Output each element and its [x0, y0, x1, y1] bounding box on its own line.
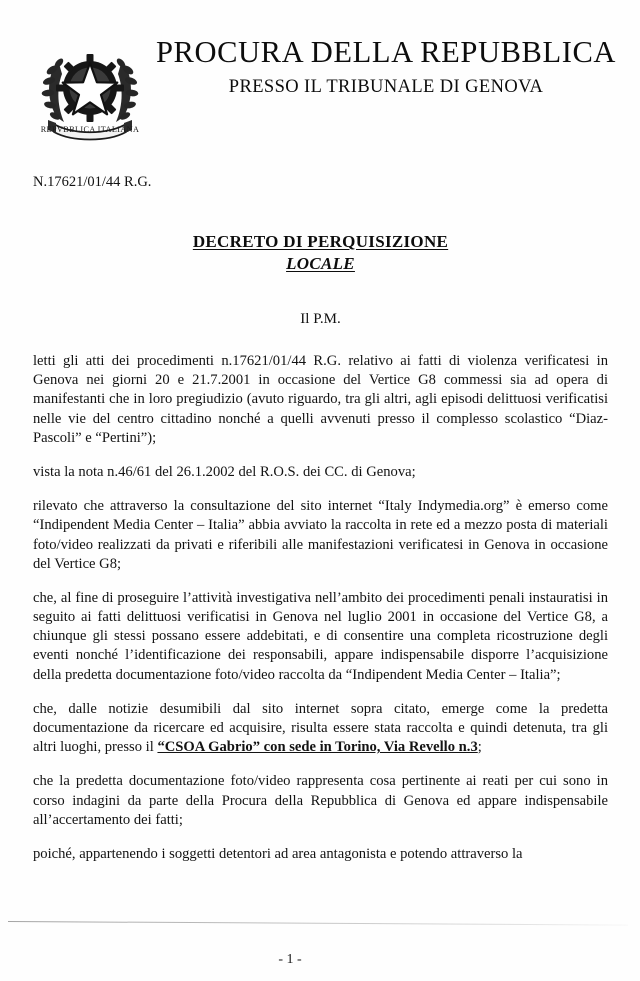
italian-republic-emblem-icon	[38, 36, 142, 148]
paragraph-che-dalle-notizie	[33, 700, 608, 758]
scan-artifact-line	[8, 921, 628, 926]
registry-number: N.17621/01/44 R.G.	[33, 174, 152, 190]
paragraph-text-before-emphasis: che, dalle notizie desumibili dal sito internet sopra citato, emerge come la predetta documentazione da ricercare ed acquisire, risulta essere stata raccolta e quindi detenuta, tra gli altri luoghi, presso il	[33, 700, 608, 756]
office-name: PROCURA DELLA REPUBBLICA	[155, 35, 617, 69]
paragraph-rilevato-che: rilevato che attraverso la consultazione del sito internet “Italy Indymedia.org” è emerso come “Indipendent Media Center – Italia” abbia avviato la raccolta in rete ed a mezzo posta di materiali foto/video realizzati da privati e riferibili alle manifestazioni verificatesi in Genova in occasione del Vertice G8;	[33, 498, 608, 572]
paragraph-che-al-fine: che, al fine di proseguire l’attività investigativa nell’ambito dei procedimenti penali instauratisi in seguito ai fatti delittuosi verificatisi in Genova nel luglio 2001 in occasione del Vertice G8, a chiunque gli stessi possano essere addebitati, e di consentire una completa ricostruzione degli eventi nonché l’identificazione dei responsabili, appare indispensabile disporre l’acquisizione della predetta documentazione foto/video raccolta da “Indipendent Media Center – Italia”;	[33, 589, 608, 683]
paragraph-letti-gli-atti: letti gli atti dei procedimenti n.17621/01/44 R.G. relativo ai fatti di violenza verificatesi in Genova nei giorni 20 e 21.7.2001 in occasione del Vertice G8 commessi sia ad opera di manifestanti che in loro pregiudizio (avuto riguardo, tra gli altri, agli episodi delittuosi verificatisi nelle vie del centro cittadino nonché a quelli avvenuti presso il complesso scolastico “Diaz-Pascoli” e “Pertini”);	[33, 353, 608, 446]
paragraph-che-la-predetta: che la predetta documentazione foto/video rappresenta cosa pertinente ai reati per cui sono in corso indagini da parte della Procura della Repubblica di Genova ed appare indispensabile all’accertamento dei fatti;	[33, 773, 608, 828]
title-line-1: DECRETO DI PERQUISIZIONE	[192, 232, 449, 251]
search-location-emphasis: “CSOA Gabrio” con sede in Torino, Via Revello n.3	[157, 739, 478, 756]
title-line-2: LOCALE	[286, 254, 355, 274]
paragraph-poiche: poiché, appartenendo i soggetti detentori ad area antagonista e potendo attraverso la	[33, 845, 523, 862]
letterhead-text	[140, 36, 632, 98]
svg-text:REPVBBLICA ITALIANA: REPVBBLICA ITALIANA	[40, 125, 140, 134]
document-body	[33, 352, 608, 864]
page-title	[33, 231, 608, 276]
office-subtitle: PRESSO IL TRIBUNALE DI GENOVA	[228, 76, 544, 97]
subject-line: Il P.M.	[300, 311, 341, 327]
letterhead	[0, 32, 640, 152]
paragraph-text-after-emphasis: ;	[477, 739, 482, 756]
page-number: - 1 -	[278, 952, 302, 967]
paragraph-vista-la-nota: vista la nota n.46/61 del 26.1.2002 del R.O.S. dei CC. di Genova;	[33, 463, 416, 480]
